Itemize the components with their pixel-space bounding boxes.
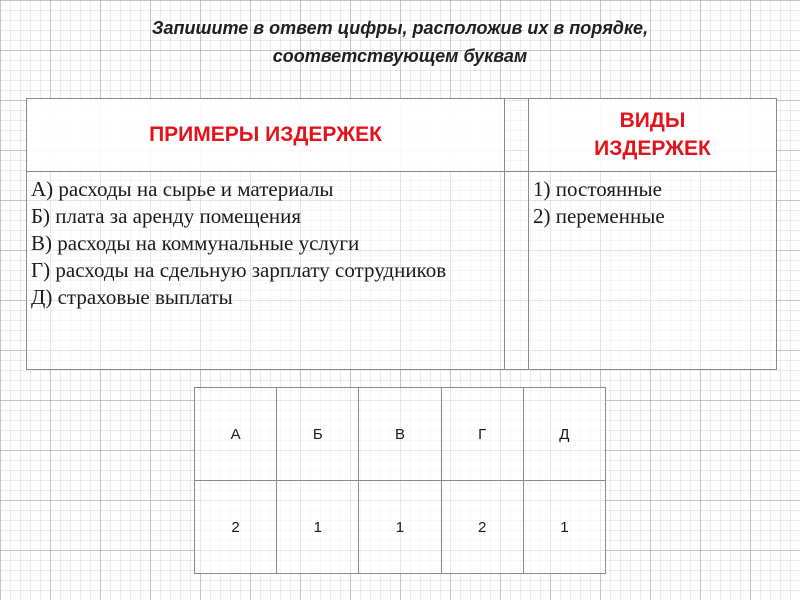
header-cost-examples	[27, 99, 505, 172]
example-item: В) расходы на коммунальные услуги	[31, 231, 360, 255]
answer-digit-cell[interactable]: 2	[195, 481, 277, 574]
answer-digit-cell[interactable]: 2	[441, 481, 523, 574]
answer-letter-cell: Г	[441, 388, 523, 481]
example-item: Г) расходы на сдельную зарплату сотрудников	[31, 258, 447, 282]
header-cost-types	[529, 99, 777, 172]
matching-table	[26, 98, 777, 370]
answer-letter-cell: А	[195, 388, 277, 481]
answer-table	[194, 387, 606, 574]
answer-digit-cell[interactable]: 1	[523, 481, 605, 574]
header-cost-types-line-1: ВИДЫ	[619, 109, 686, 132]
header-gap-cell	[505, 99, 529, 172]
type-item: 2) переменные	[533, 204, 665, 228]
types-cell	[529, 172, 777, 370]
header-cost-types-line-2: ИЗДЕРЖЕК	[594, 137, 711, 160]
examples-cell	[27, 172, 505, 370]
answer-digits-row	[195, 481, 606, 574]
instruction-line-2: соответствующем буквам	[272, 46, 528, 66]
matching-table-header-row	[27, 99, 777, 172]
answer-digit-cell[interactable]: 1	[359, 481, 441, 574]
matching-table-body-row	[27, 172, 777, 370]
answer-letter-cell: В	[359, 388, 441, 481]
type-item: 1) постоянные	[533, 177, 662, 201]
answer-letters-row	[195, 388, 606, 481]
answer-letter-cell: Д	[523, 388, 605, 481]
answer-letter-cell: Б	[277, 388, 359, 481]
example-item: Д) страховые выплаты	[31, 285, 233, 309]
answer-digit-cell[interactable]: 1	[277, 481, 359, 574]
body-gap-cell	[505, 172, 529, 370]
example-item: А) расходы на сырье и материалы	[31, 177, 334, 201]
example-item: Б) плата за аренду помещения	[31, 204, 302, 228]
header-cost-examples-label: ПРИМЕРЫ ИЗДЕРЖЕК	[149, 123, 382, 146]
instruction-line-1: Запишите в ответ цифры, расположив их в порядке,	[151, 18, 649, 38]
instruction-text	[40, 14, 760, 70]
